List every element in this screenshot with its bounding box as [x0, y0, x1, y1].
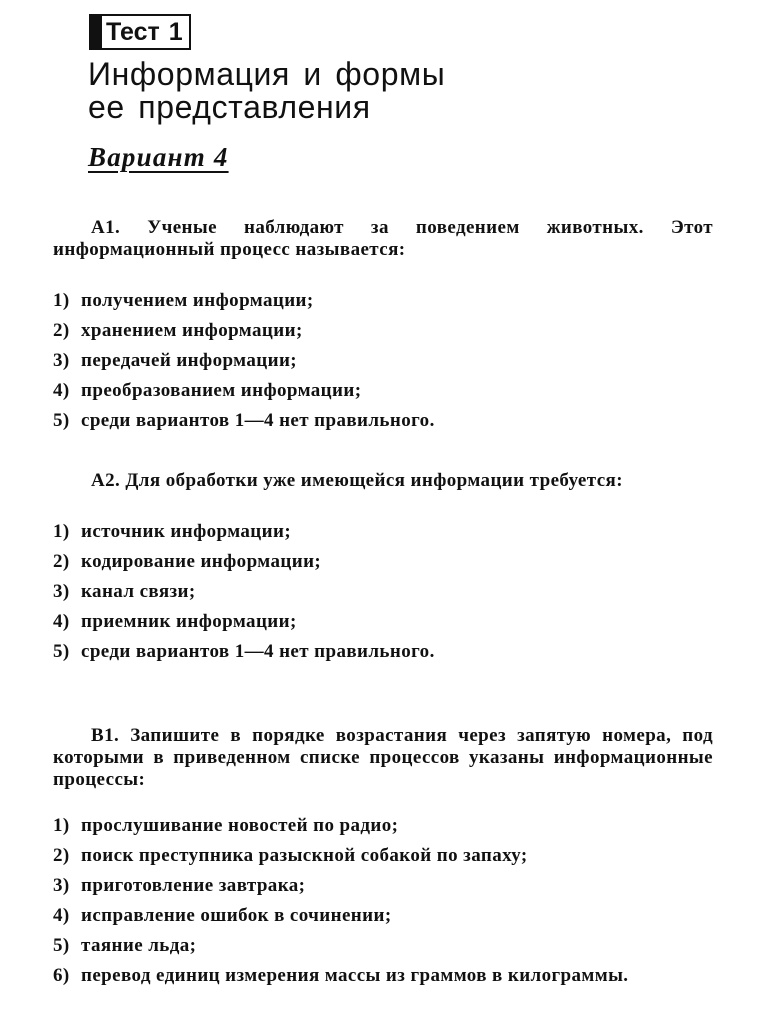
question-number: B1. [91, 725, 120, 746]
title-line-1: Информация и формы [88, 56, 446, 92]
answer-list [53, 517, 713, 667]
answer-list [53, 811, 713, 991]
question-number: A1. [91, 217, 121, 238]
answer-option: 2) хранением информации; [53, 320, 303, 341]
question-text [53, 725, 713, 791]
answer-list [53, 286, 713, 436]
title-line-2: ее представления [88, 89, 371, 125]
test-number: 1 [168, 18, 183, 46]
answer-option: 1) получением информации; [53, 290, 314, 311]
question-text [53, 470, 713, 492]
question-number: А2. [91, 470, 121, 491]
answer-option: 1) источник информации; [53, 521, 292, 542]
question-body: Запишите в порядке возрастания через запятую номера, под которыми в приведенном списке процессов указаны информационные процессы: [53, 725, 713, 790]
answer-option: 4) приемник информации; [53, 611, 297, 632]
answer-option: 4) исправление ошибок в сочинении; [53, 905, 392, 926]
test-word: Тест [106, 18, 160, 46]
question-body: Для обработки уже имеющейся информации требуется: [125, 470, 623, 491]
variant-heading: Вариант 4 [88, 142, 229, 172]
answer-option: 3) канал связи; [53, 581, 196, 602]
question-a1 [53, 217, 713, 436]
answer-option: 4) преобразованием информации; [53, 380, 362, 401]
answer-option: 3) передачей информации; [53, 350, 298, 371]
question-body: Ученые наблюдают за поведением животных. Этот информационный процесс называется: [53, 217, 713, 260]
question-a2 [53, 470, 713, 667]
answer-option: 5) таяние льда; [53, 935, 197, 956]
answer-option: 2) поиск преступника разыскной собакой по запаху; [53, 845, 528, 866]
question-b1 [53, 725, 713, 991]
answer-option: 3) приготовление завтрака; [53, 875, 306, 896]
test-label [89, 14, 191, 50]
question-text [53, 217, 713, 261]
answer-option: 2) кодирование информации; [53, 551, 322, 572]
answer-option: 1) прослушивание новостей по радио; [53, 815, 399, 836]
answer-option: 6) перевод единиц измерения массы из граммов в килограммы. [53, 965, 629, 986]
test-label-marker [91, 16, 102, 48]
answer-option: 5) среди вариантов 1—4 нет правильного. [53, 641, 435, 662]
answer-option: 5) среди вариантов 1—4 нет правильного. [53, 410, 435, 431]
page-title [88, 58, 445, 124]
